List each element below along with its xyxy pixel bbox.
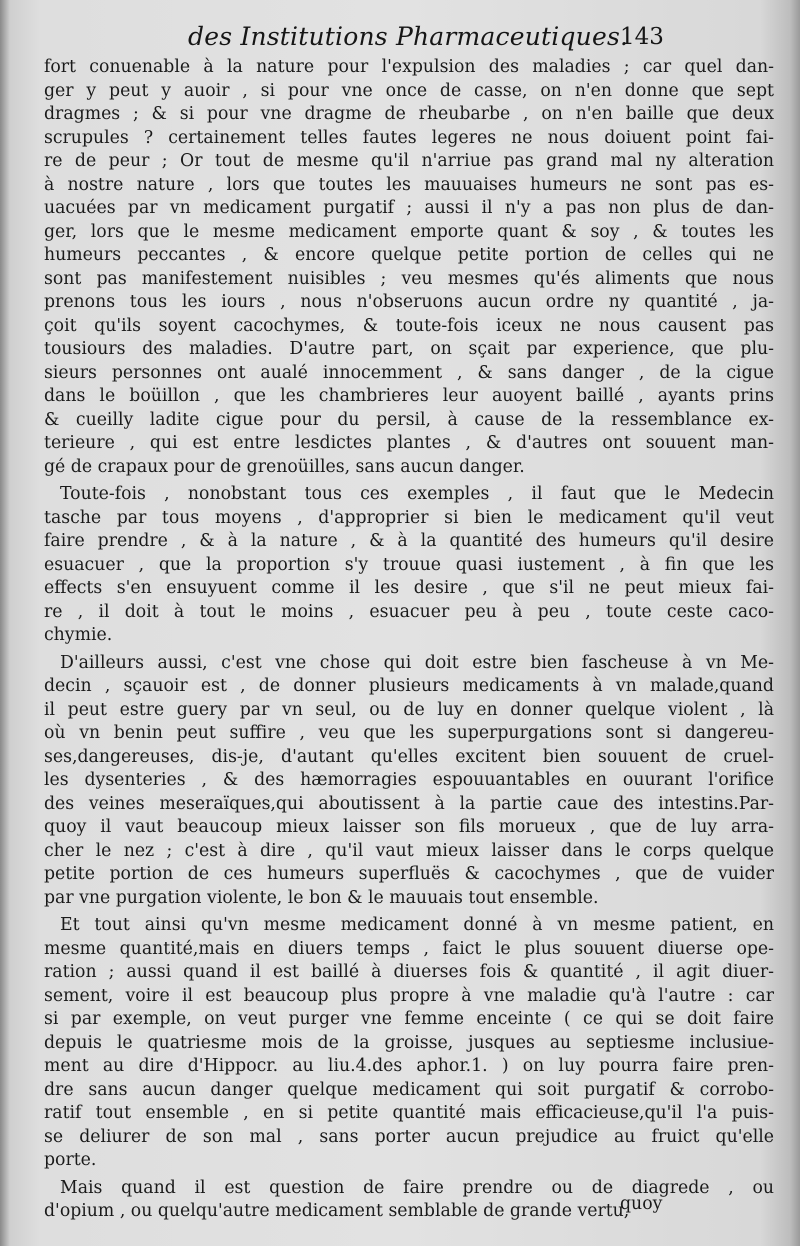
text-line: decin , sçauoir est , de donner plusieurs medicaments à vn malade,quand: [44, 676, 774, 696]
body-text: [44, 56, 774, 1224]
text-line: si par exemple, on veut purger vne femme enceinte ( ce qui se doit faire: [44, 1009, 774, 1029]
text-line: ratif tout ensemble , en si petite quantité mais efficacieuse,qu'il l'a puis-: [44, 1103, 774, 1123]
text-line: d'opium , ou quelqu'autre medicament semblable de grande vertu,: [44, 1201, 630, 1221]
text-line: dans le boüillon , que les chambrieres leur auoyent baillé , ayants prins: [44, 386, 774, 406]
text-line: se deliurer de son mal , sans porter aucun prejudice au fruict qu'elle: [44, 1126, 774, 1147]
text-line: ger, lors que le mesme medicament emporte quant & soy , & toutes les: [44, 221, 774, 242]
text-line: à nostre nature , lors que toutes les mauuaises humeurs ne sont pas es-: [44, 174, 774, 195]
text-line: Toute-fois , nonobstant tous ces exemples , il faut que le Medecin: [60, 484, 774, 504]
text-line: il peut estre guery par vn seul, ou de luy en donner quelque violent , là: [44, 699, 774, 720]
text-line: D'ailleurs aussi, c'est vne chose qui doit estre bien fascheuse à vn Me-: [60, 652, 774, 673]
text-line: les dysenteries , & des hæmorragies espouuantables en ouurant l'orifice: [44, 770, 774, 790]
text-line: par vne purgation violente, le bon & le mauuais tout ensemble.: [44, 887, 599, 908]
text-line: quoy il vaut beaucoup mieux laisser son fils morueux , que de luy arra-: [44, 817, 774, 837]
text-line: chymie.: [44, 625, 113, 645]
text-line: & cueilly ladite cigue pour du persil, à cause de la ressemblance ex-: [44, 409, 774, 430]
text-line: cher le nez ; c'est à dire , qu'il vaut mieux laisser dans le corps quelque: [44, 840, 774, 861]
text-line: Et tout ainsi qu'vn mesme medicament donné à vn mesme patient, en: [60, 915, 774, 935]
paragraph: [44, 652, 774, 911]
text-line: Mais quand il est question de faire prendre ou de diagrede , ou: [60, 1177, 774, 1198]
text-line: faire prendre , & à la nature , & à la quantité des humeurs qu'il desire: [44, 531, 774, 551]
text-line: ger y peut y auoir , si pour vne once de casse, on n'en donne que sept: [44, 80, 774, 101]
page-header: [0, 22, 800, 58]
running-title: des Institutions Pharmaceutiques.: [188, 22, 629, 51]
text-line: porte.: [44, 1150, 97, 1170]
paragraph: [44, 56, 774, 479]
text-line: ment au dire d'Hippocr. au liu.4.des aphor.1. ) on luy pourra faire pren-: [44, 1056, 774, 1076]
text-line: esuacuer , que la proportion s'y trouue quasi iustement , à fin que les: [44, 554, 774, 575]
text-line: mesme quantité,mais en diuers temps , faict le plus souuent diuerse ope-: [44, 938, 774, 959]
text-line: terieure , qui est entre lesdictes plantes , & d'autres ont souuent man-: [44, 433, 774, 453]
text-line: re , il doit à tout le moins , esuacuer peu à peu , toute ceste caco-: [44, 601, 774, 622]
text-line: sement, voire il est beaucoup plus propre à vne maladie qu'à l'autre : car: [44, 985, 774, 1006]
text-line: petite portion de ces humeurs superfluës & cacochymes , que de vuider: [44, 864, 774, 884]
text-line: ses,dangereuses, dis-je, d'autant qu'elles excitent bien souuent de cruel-: [44, 746, 774, 767]
text-line: où vn benin peut suffire , veu que les superpurgations sont si dangereu-: [44, 723, 774, 743]
text-line: re de peur ; Or tout de mesme qu'il n'arriue pas grand mal ny alteration: [44, 151, 774, 171]
text-line: tousiours des maladies. D'autre part, on sçait par experience, que plu-: [44, 339, 774, 359]
paragraph: [44, 1177, 774, 1224]
text-line: prenons tous les iours , nous n'obseruons aucun ordre ny quantité , ja-: [44, 292, 774, 312]
text-line: depuis le quatriesme mois de la groisse, jusques au septiesme inclusiue-: [44, 1032, 774, 1053]
text-line: dre sans aucun danger quelque medicament qui soit purgatif & corrobo-: [44, 1079, 774, 1100]
text-line: effects s'en ensuyuent comme il les desire , que s'il ne peut mieux fai-: [44, 578, 774, 598]
text-line: dragmes ; & si pour vne dragme de rheubarbe , on n'en baille que deux: [44, 104, 774, 124]
text-line: des veines meseraïques,qui aboutissent à la partie caue des intestins.Par-: [44, 793, 774, 814]
text-line: scrupules ? certainement telles fautes legeres ne nous doiuent point fai-: [44, 127, 774, 148]
text-line: çoit qu'ils soyent cacochymes, & toute-fois iceux ne nous causent pas: [44, 315, 774, 336]
text-line: sieurs personnes ont aualé innocemment , & sans danger , de la cigue: [44, 362, 774, 383]
paragraph: [44, 914, 774, 1173]
catchword: quoy: [620, 1194, 663, 1214]
text-line: uacuées par vn medicament purgatif ; aussi il n'y a pas non plus de dan-: [44, 198, 774, 218]
text-line: tasche par tous moyens , d'approprier si bien le medicament qu'il veut: [44, 507, 774, 528]
text-line: humeurs peccantes , & encore quelque petite portion de celles qui ne: [44, 245, 774, 265]
text-line: fort conuenable à la nature pour l'expulsion des maladies ; car quel dan-: [44, 57, 774, 77]
paragraph: [44, 483, 774, 648]
text-line: gé de crapaux pour de grenoüilles, sans aucun danger.: [44, 456, 525, 477]
page-number: 143: [620, 24, 664, 50]
text-line: ration ; aussi quand il est baillé à diuerses fois & quantité , il agit diuer-: [44, 962, 774, 982]
text-line: sont pas manifestement nuisibles ; veu mesmes qu'és aliments que nous: [44, 268, 774, 289]
